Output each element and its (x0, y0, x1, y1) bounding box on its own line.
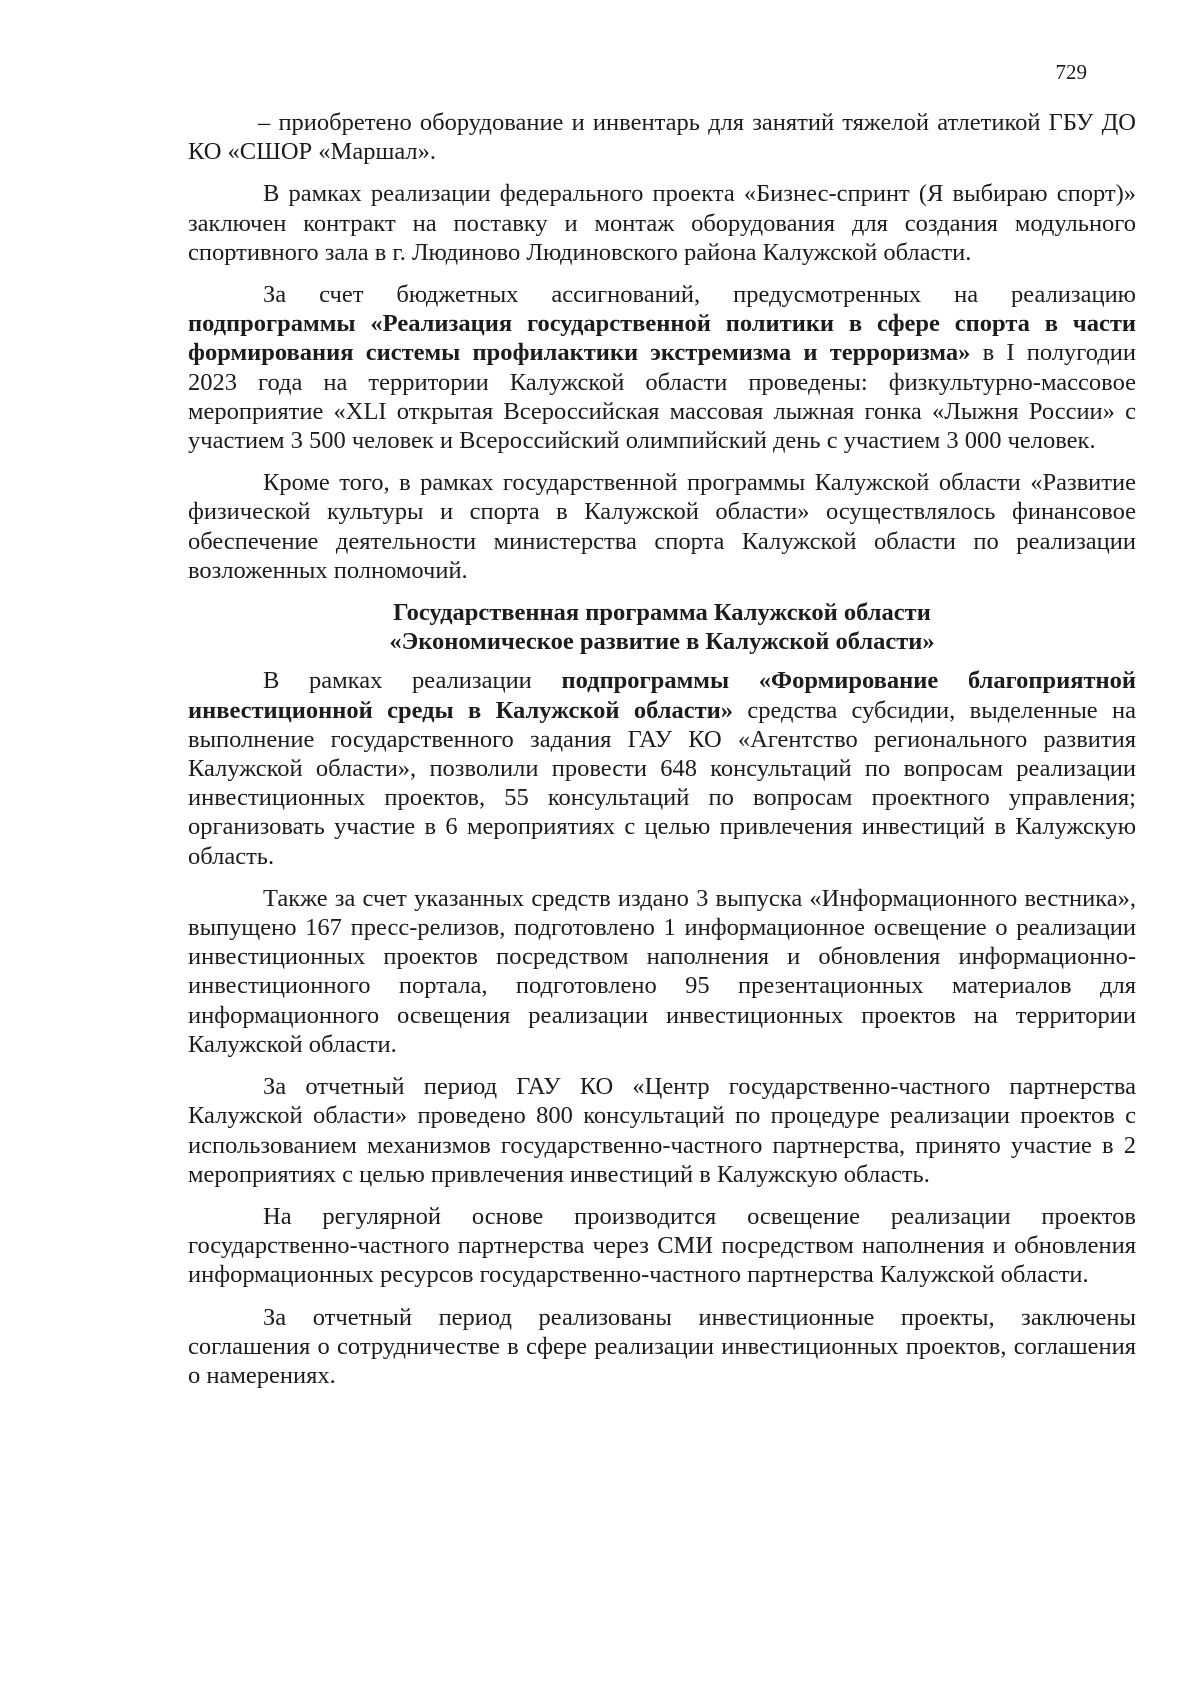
heading-line-2: «Экономическое развитие в Калужской области» (389, 628, 935, 656)
paragraph-investment-projects: За отчетный период реализованы инвестиционные проекты, заключены соглашения о сотрудничестве в сфере реализации инвестиционных проектов, соглашения о намерениях. (188, 1303, 1136, 1389)
section-heading (188, 598, 1136, 656)
paragraph-text: средства субсидии, выделенные на выполнение государственного задания ГАУ КО «Агентство регионального развития Калужской области», позволили провести 648 консультаций по вопросам реализации инвестиционных проектов, 55 консультаций по вопросам проектного управления; организовать участие в 6 мероприятиях с целью привлечения инвестиций в Калужскую область. (188, 696, 1136, 870)
paragraph-extremism-subprogram (188, 280, 1136, 455)
subprogram-title: подпрограммы «Реализация государственной политики в сфере спорта в части формирования системы профилактики экстремизма и терроризма» (188, 310, 1136, 367)
paragraph-investment-subprogram (188, 666, 1136, 870)
paragraph-equipment: – приобретено оборудование и инвентарь для занятий тяжелой атлетикой ГБУ ДО КО «СШОР «Маршал». (188, 109, 1136, 166)
paragraph-ppp-center: За отчетный период ГАУ КО «Центр государственно-частного партнерства Калужской области» проведено 800 консультаций по процедуре реализации проектов с использованием механизмов государственно-частного партнерства, принято участие в 2 мероприятиях с целью привлечения инвестиций в Калужскую область. (188, 1073, 1136, 1188)
document-body (188, 108, 1136, 1403)
paragraph-information-bulletin: Также за счет указанных средств издано 3 выпуска «Информационного вестника», выпущено 167 пресс-релизов, подготовлено 1 информационное освещение о реализации инвестиционных проектов посредством наполнения и обновления информационно-инвестиционного портала, подготовлено 95 презентационных материалов для информационного освещения реализации инвестиционных проектов на территории Калужской области. (188, 884, 1136, 1058)
subprogram-title: подпрограммы «Формирование благоприятной инвестиционной среды в Калужской области» (188, 667, 1136, 724)
paragraph-sport-ministry: Кроме того, в рамках государственной программы Калужской области «Развитие физической культуры и спорта в Калужской области» осуществлялось финансовое обеспечение деятельности министерства спорта Калужской области по реализации возложенных полномочий. (188, 469, 1136, 584)
page-number: 729 (1055, 60, 1087, 84)
paragraph-business-sprint: В рамках реализации федерального проекта «Бизнес-спринт (Я выбираю спорт)» заключен контракт на поставку и монтаж оборудования для создания модульного спортивного зала в г. Людиново Людиновского района Калужской области. (188, 180, 1136, 266)
paragraph-text: За счет бюджетных ассигнований, предусмотренных на реализацию (263, 281, 1136, 309)
paragraph-text: В рамках реализации (263, 667, 562, 695)
heading-line-1: Государственная программа Калужской области (393, 599, 931, 627)
paragraph-ppp-media: На регулярной основе производится освещение реализации проектов государственно-частного партнерства через СМИ посредством наполнения и обновления информационных ресурсов государственно-частного партнерства Калужской области. (188, 1202, 1136, 1289)
paragraph-text: в I полугодии 2023 года на территории Калужской области проведены: физкультурно-массовое мероприятие «XLI открытая Всероссийская массовая лыжная гонка «Лыжня России» с участием 3 500 человек и Всероссийский олимпийский день с участием 3 000 человек. (188, 339, 1136, 455)
